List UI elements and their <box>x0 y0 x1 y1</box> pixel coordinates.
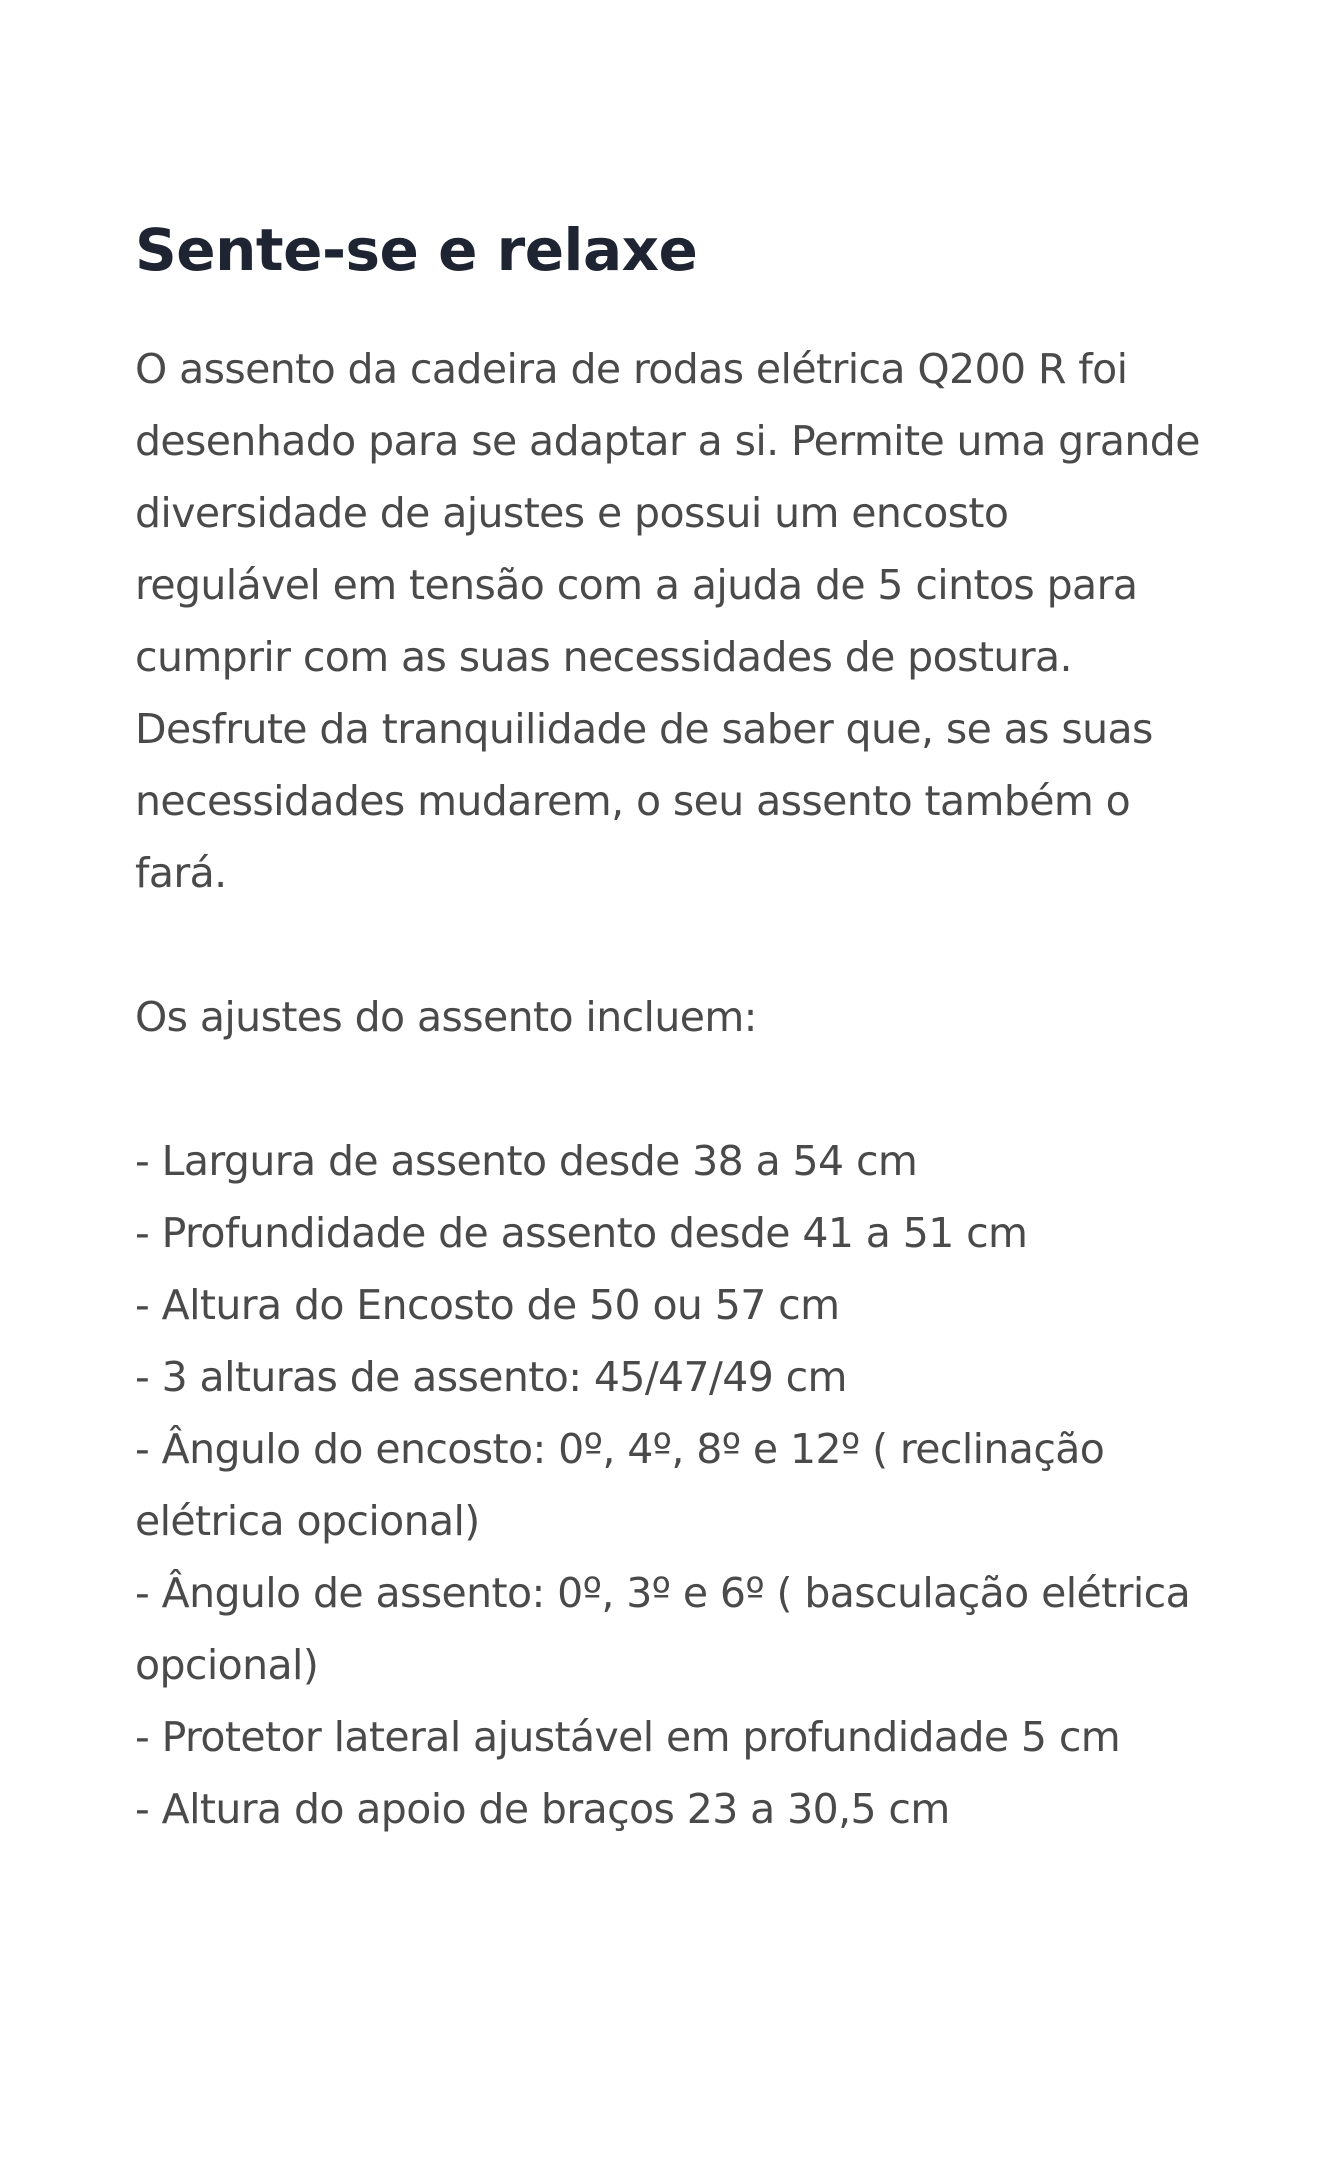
section-body <box>135 333 1205 1845</box>
list-item: - Protetor lateral ajustável em profundidade 5 cm <box>135 1713 1121 1761</box>
seat-section <box>135 205 1205 1845</box>
section-title: Sente-se e relaxe <box>135 216 698 284</box>
paragraph-spacer <box>135 1053 1205 1125</box>
list-item: - Ângulo do encosto: 0º, 4º, 8º e 12º ( reclinação elétrica opcional) <box>135 1425 1105 1545</box>
list-item: - Altura do Encosto de 50 ou 57 cm <box>135 1281 840 1329</box>
list-item: - 3 alturas de assento: 45/47/49 cm <box>135 1353 847 1401</box>
list-item: - Ângulo de assento: 0º, 3º e 6º ( basculação elétrica opcional) <box>135 1569 1191 1689</box>
intro-paragraph: O assento da cadeira de rodas elétrica Q200 R foi desenhado para se adaptar a si. Permite uma grande diversidade de ajustes e possui um encosto regulável em tensão com a ajuda de 5 cintos para cumprir com as suas necessidades de postura. Desfrute da tranquilidade de saber que, se as suas necessidades mudarem, o seu assento também o fará. <box>135 345 1200 897</box>
paragraph-spacer <box>135 909 1205 981</box>
adjustments-list <box>135 1125 1205 1845</box>
list-item: - Profundidade de assento desde 41 a 51 cm <box>135 1209 1028 1257</box>
list-item: - Largura de assento desde 38 a 54 cm <box>135 1137 918 1185</box>
list-item: - Altura do apoio de braços 23 a 30,5 cm <box>135 1785 950 1833</box>
list-heading: Os ajustes do assento incluem: <box>135 993 757 1041</box>
